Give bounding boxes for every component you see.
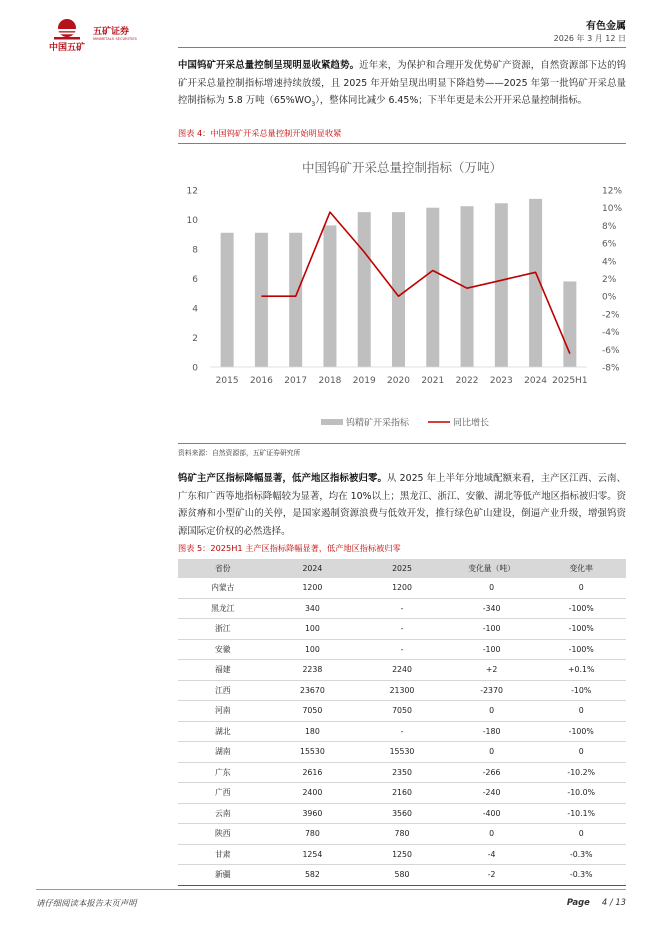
- chart-title: 中国钨矿开采总量控制指标（万吨）: [301, 160, 503, 175]
- table-cell: 黑龙江: [178, 598, 268, 619]
- y-left-tick-label: 2: [192, 334, 198, 344]
- minmetals-emblem-icon: [54, 18, 80, 40]
- table-cell: 0: [536, 701, 626, 722]
- footer-page: [567, 897, 626, 907]
- table-cell: -10.1%: [536, 803, 626, 824]
- subscript-3: 3: [311, 100, 316, 108]
- paragraph-heading: 钨矿主产区指标降幅显著，低产地区指标被归零。: [178, 473, 388, 484]
- table-cell: 780: [357, 824, 447, 845]
- table-cell: 100: [268, 619, 358, 640]
- paragraph-regional-quota: [178, 470, 626, 540]
- table-cell: -2: [447, 865, 537, 886]
- table-cell: 15530: [268, 742, 358, 763]
- table-cell: -100: [447, 639, 537, 660]
- column-header: 2025: [357, 559, 447, 578]
- table-cell: 21300: [357, 680, 447, 701]
- footer-disclaimer: 请仔细阅读本报告末页声明: [36, 898, 137, 908]
- table-cell: +2: [447, 660, 537, 681]
- table-row: [178, 578, 626, 598]
- page-label: Page: [566, 897, 590, 907]
- legend-label-bars: 钨精矿开采指标: [346, 418, 410, 429]
- figure-5-title: 图表 5：2025H1 主产区指标降幅显著，低产地区指标被归零: [178, 543, 401, 553]
- table-cell: -: [357, 619, 447, 640]
- table-body: [178, 578, 626, 885]
- x-tick-label: 2016: [249, 376, 273, 386]
- y-left-tick-label: 12: [186, 186, 198, 197]
- table-cell: 2160: [357, 783, 447, 804]
- x-tick-label: 2019: [352, 376, 376, 386]
- logo-cn-text: 中国五矿: [48, 43, 85, 53]
- table-row: [178, 742, 626, 763]
- table-cell: 7050: [357, 701, 447, 722]
- y-right-tick-label: 6%: [602, 239, 617, 250]
- table-cell: 2240: [357, 660, 447, 681]
- y-right-tick-label: -8%: [602, 363, 620, 374]
- legend-swatch-bars: [321, 419, 343, 425]
- legend-label-line: 同比增长: [453, 418, 490, 429]
- y-left-tick-label: 4: [192, 304, 198, 315]
- y-left-tick-label: 0: [192, 363, 198, 374]
- bar-series: [221, 199, 577, 367]
- table-row: [178, 660, 626, 681]
- table-cell: 3960: [268, 803, 358, 824]
- table-cell: 河南: [178, 701, 268, 722]
- table-cell: -: [357, 721, 447, 742]
- table-cell: 福建: [178, 660, 268, 681]
- cn-minmetals-logo: [44, 18, 90, 54]
- table-cell: -180: [447, 721, 537, 742]
- table-cell: -10.2%: [536, 762, 626, 783]
- table-cell: 广西: [178, 783, 268, 804]
- column-header: 变化率: [536, 559, 626, 578]
- table-cell: 湖南: [178, 742, 268, 763]
- report-category: 有色金属: [586, 21, 626, 32]
- column-header: 2024: [268, 559, 358, 578]
- table-cell: 安徽: [178, 639, 268, 660]
- table-cell: -400: [447, 803, 537, 824]
- x-tick-label: 2024: [524, 376, 548, 386]
- table-cell: 2400: [268, 783, 358, 804]
- column-header: 省份: [178, 559, 268, 578]
- table-cell: 0: [447, 824, 537, 845]
- table-cell: -100%: [536, 598, 626, 619]
- x-tick-label: 2020: [387, 376, 410, 386]
- table-cell: 内蒙古: [178, 578, 268, 598]
- x-tick-label: 2017: [284, 376, 308, 386]
- tungsten-quota-chart: [178, 146, 626, 442]
- column-header: 变化量（吨）: [447, 559, 537, 578]
- y-right-tick-label: 8%: [602, 221, 617, 232]
- table-cell: +0.1%: [536, 660, 626, 681]
- table-cell: 23670: [268, 680, 358, 701]
- minmetals-securities-logo: [93, 24, 153, 41]
- table-cell: 0: [536, 824, 626, 845]
- x-tick-label: 2023: [489, 376, 513, 386]
- table-cell: -100: [447, 619, 537, 640]
- paragraph-text: 近年来，为保护和合理开发优势矿产资源，自然资源部下达的钨矿开采总量控制指标增速持续放缓，且 2025 年开始呈现出明显下降趋势——2025 年第一批钨矿开采总量控制指标为 5.8 万吨（65%WO: [178, 60, 626, 106]
- table-cell: -100%: [536, 721, 626, 742]
- chart-legend: [321, 417, 489, 429]
- table-cell: 0: [536, 742, 626, 763]
- table-cell: 陕西: [178, 824, 268, 845]
- logo-brand-en-text: MINMETALS SECURITIES: [93, 37, 137, 41]
- table-cell: -: [357, 639, 447, 660]
- x-tick-label: 2025H1: [552, 376, 588, 386]
- table-row: [178, 598, 626, 619]
- table-cell: 340: [268, 598, 358, 619]
- y-right-tick-label: 0%: [602, 292, 617, 303]
- regional-quota-table: [178, 559, 626, 886]
- x-tick-label: 2018: [318, 376, 342, 386]
- bar-2017: [289, 233, 302, 367]
- table-row: [178, 619, 626, 640]
- table-cell: 云南: [178, 803, 268, 824]
- table-header-row: [178, 559, 626, 578]
- footer-divider: [36, 889, 626, 890]
- y-right-tick-label: 12%: [602, 186, 623, 197]
- table-cell: 浙江: [178, 619, 268, 640]
- y-right-tick-label: 10%: [602, 204, 623, 215]
- table-cell: -240: [447, 783, 537, 804]
- y-right-tick-label: 4%: [602, 257, 617, 268]
- table-cell: 2350: [357, 762, 447, 783]
- table-cell: 582: [268, 865, 358, 886]
- table-cell: -10%: [536, 680, 626, 701]
- figure-4-title: 图表 4：中国钨矿开采总量控制开始明显收紧: [178, 128, 342, 138]
- y-left-tick-label: 10: [186, 216, 198, 226]
- table-cell: 江西: [178, 680, 268, 701]
- table-cell: -4: [447, 844, 537, 865]
- page-number: 4 / 13: [601, 897, 626, 907]
- bar-2019: [358, 212, 371, 367]
- table-cell: 580: [357, 865, 447, 886]
- x-tick-label: 2022: [455, 376, 479, 386]
- table-row: [178, 701, 626, 722]
- y-right-tick-label: 2%: [602, 275, 617, 285]
- table-cell: 3560: [357, 803, 447, 824]
- table-cell: 2238: [268, 660, 358, 681]
- table-cell: 100: [268, 639, 358, 660]
- table-row: [178, 783, 626, 804]
- table-cell: 甘肃: [178, 844, 268, 865]
- table-cell: 0: [447, 578, 537, 598]
- report-date: 2026 年 3 月 12 日: [553, 34, 626, 43]
- y-right-axis: [602, 187, 622, 374]
- table-row: [178, 844, 626, 865]
- y-left-tick-label: 8: [192, 245, 198, 256]
- table-cell: 1200: [268, 578, 358, 598]
- paragraph-text-tail: ），整体同比减少 6.45%；下半年更是未公开开采总量控制指标。: [315, 95, 588, 106]
- table-cell: -0.3%: [536, 865, 626, 886]
- table-cell: 0: [536, 578, 626, 598]
- table-cell: -266: [447, 762, 537, 783]
- x-tick-label: 2015: [215, 376, 239, 386]
- y-right-tick-label: -6%: [602, 345, 620, 356]
- table-cell: 1250: [357, 844, 447, 865]
- table-cell: -340: [447, 598, 537, 619]
- yoy-growth-line: [261, 212, 570, 354]
- table-row: [178, 762, 626, 783]
- table-cell: -: [357, 598, 447, 619]
- table-cell: 新疆: [178, 865, 268, 886]
- table-cell: -10.0%: [536, 783, 626, 804]
- figure-4-top-rule: [178, 143, 626, 144]
- bar-2023: [495, 203, 508, 367]
- bar-2016: [255, 233, 268, 367]
- table-cell: 广东: [178, 762, 268, 783]
- table-cell: 15530: [357, 742, 447, 763]
- table-cell: 780: [268, 824, 358, 845]
- figure-4-source: 资料来源：自然资源部，五矿证券研究所: [178, 449, 301, 457]
- x-axis: [216, 376, 588, 386]
- table-cell: 湖北: [178, 721, 268, 742]
- table-cell: 2616: [268, 762, 358, 783]
- paragraph-text: 从 2025 年上半年分地域配额来看，主产区江西、云南、广东和广西等地指标降幅较为显著，均在 10%以上；黑龙江、浙江、安徽、湖北等低产地区指标被归零。资源贫瘠和小型矿山的关停，是国家遏制资源浪费与低效开发，推行绿色矿山建设，倒逼产业升级，增强钨资源国际定价权的必然选择。: [178, 473, 626, 537]
- figure-4-bottom-rule: [178, 443, 626, 444]
- y-right-tick-label: -4%: [602, 328, 620, 339]
- table-row: [178, 803, 626, 824]
- paragraph-tungsten-quota: [178, 57, 626, 113]
- table-row: [178, 824, 626, 845]
- table-cell: 1254: [268, 844, 358, 865]
- logo-brand-text: 五矿证券: [93, 27, 130, 37]
- bar-2025H1: [563, 281, 576, 367]
- bar-2015: [221, 233, 234, 367]
- header-divider: [178, 47, 626, 48]
- y-left-tick-label: 6: [192, 275, 198, 285]
- table-cell: 0: [447, 701, 537, 722]
- table-row: [178, 680, 626, 701]
- table-cell: 180: [268, 721, 358, 742]
- bar-2018: [323, 225, 336, 367]
- table-cell: 0: [447, 742, 537, 763]
- y-left-axis: [187, 187, 199, 374]
- table-cell: -100%: [536, 619, 626, 640]
- x-tick-label: 2021: [421, 376, 445, 386]
- table-cell: -100%: [536, 639, 626, 660]
- table-row: [178, 865, 626, 886]
- table-cell: -2370: [447, 680, 537, 701]
- table-row: [178, 639, 626, 660]
- paragraph-heading: 中国钨矿开采总量控制呈现明显收紧趋势。: [178, 60, 360, 71]
- table-cell: 1200: [357, 578, 447, 598]
- table-row: [178, 721, 626, 742]
- table-cell: 7050: [268, 701, 358, 722]
- table-cell: -0.3%: [536, 844, 626, 865]
- y-right-tick-label: -2%: [602, 310, 620, 321]
- bar-2021: [426, 208, 439, 367]
